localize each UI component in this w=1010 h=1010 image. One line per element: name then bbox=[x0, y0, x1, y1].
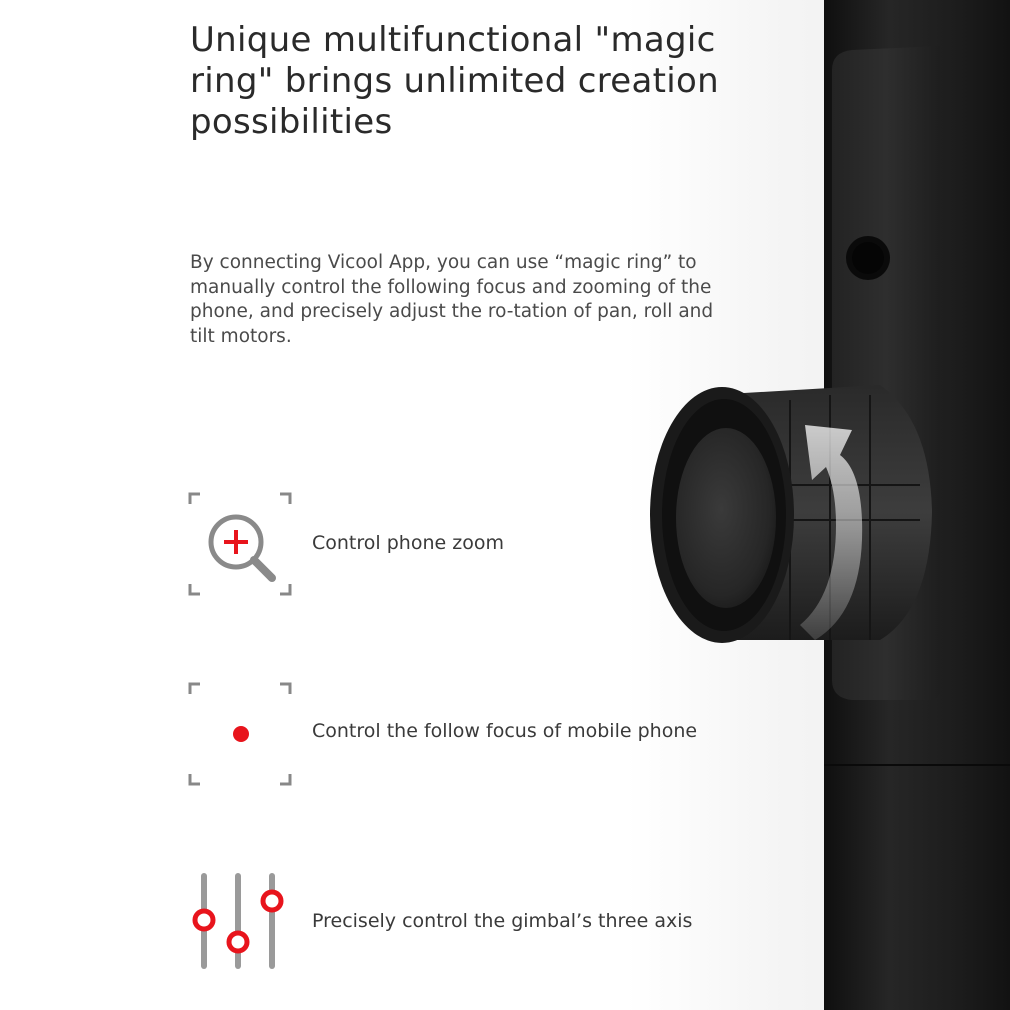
description-text: By connecting Vicool App, you can use “magic ring” to manually control the following focus and zooming of the phone, and precisely adjust the ro-tation of pan, roll and tilt motors. bbox=[190, 252, 714, 347]
feature-label-gimbal: Precisely control the gimbal’s three axis bbox=[312, 910, 693, 932]
gimbal-handle-image bbox=[640, 0, 1010, 1010]
feature-label-focus: Control the follow focus of mobile phone bbox=[312, 720, 698, 742]
gimbal-axis-icon bbox=[186, 868, 294, 978]
zoom-icon bbox=[186, 490, 294, 598]
page-title: Unique multifunctional "magic ring" brings unlimited creation possibilities bbox=[190, 20, 719, 142]
feature-label-zoom: Control phone zoom bbox=[312, 532, 504, 554]
focus-icon bbox=[186, 680, 294, 788]
